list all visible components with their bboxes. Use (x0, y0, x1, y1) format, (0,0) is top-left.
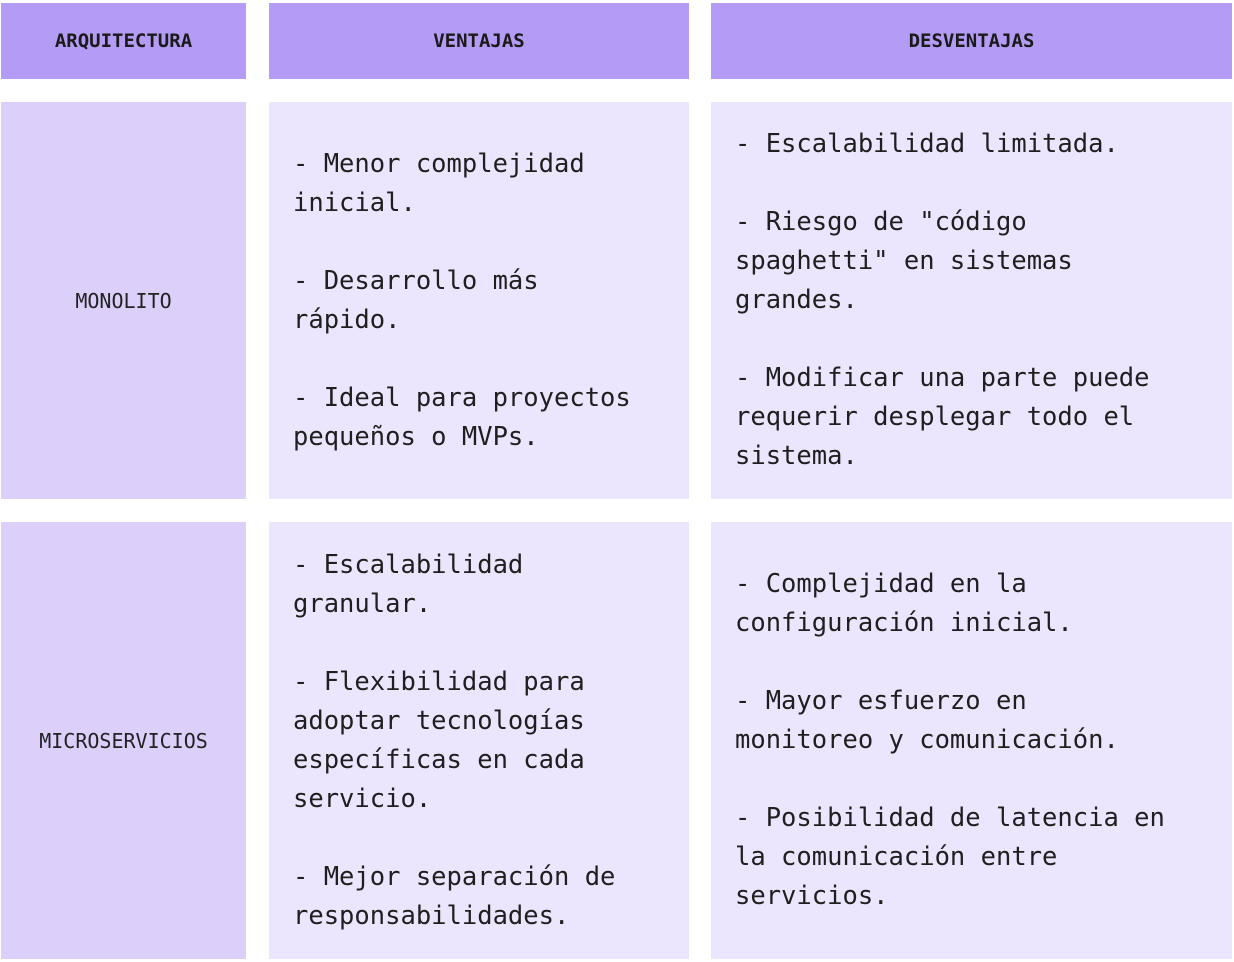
header-architecture: ARQUITECTURA (1, 3, 246, 79)
advantages-cell-microservicios (269, 522, 689, 959)
advantage-item: - Flexibilidad para adoptar tecnologías específicas en cada servicio. (293, 666, 585, 814)
disadvantage-item: - Mayor esfuerzo en monitoreo y comunicación. (735, 686, 1119, 755)
advantage-item: - Mejor separación de responsabilidades. (293, 861, 616, 931)
row-label-microservicios: MICROSERVICIOS (1, 522, 246, 959)
disadvantage-item: - Complejidad en la configuración inicial. (735, 569, 1073, 638)
header-advantages: VENTAJAS (269, 3, 689, 79)
header-disadvantages: DESVENTAJAS (711, 3, 1232, 79)
advantage-item: - Ideal para proyectos pequeños o MVPs. (293, 382, 631, 452)
disadvantages-cell-microservicios (711, 522, 1232, 959)
advantage-item: - Desarrollo más rápido. (293, 265, 539, 335)
advantage-item: - Escalabilidad granular. (293, 549, 524, 619)
disadvantage-item: - Escalabilidad limitada. (735, 129, 1119, 159)
disadvantage-item: - Modificar una parte puede requerir desplegar todo el sistema. (735, 363, 1150, 471)
disadvantages-cell-monolito (711, 102, 1232, 499)
row-label-monolito: MONOLITO (1, 102, 246, 499)
disadvantage-item: - Riesgo de "código spaghetti" en sistemas grandes. (735, 207, 1073, 315)
advantage-item: - Menor complejidad inicial. (293, 148, 585, 218)
disadvantage-item: - Posibilidad de latencia en la comunicación entre servicios. (735, 803, 1165, 911)
advantages-cell-monolito (269, 102, 689, 499)
